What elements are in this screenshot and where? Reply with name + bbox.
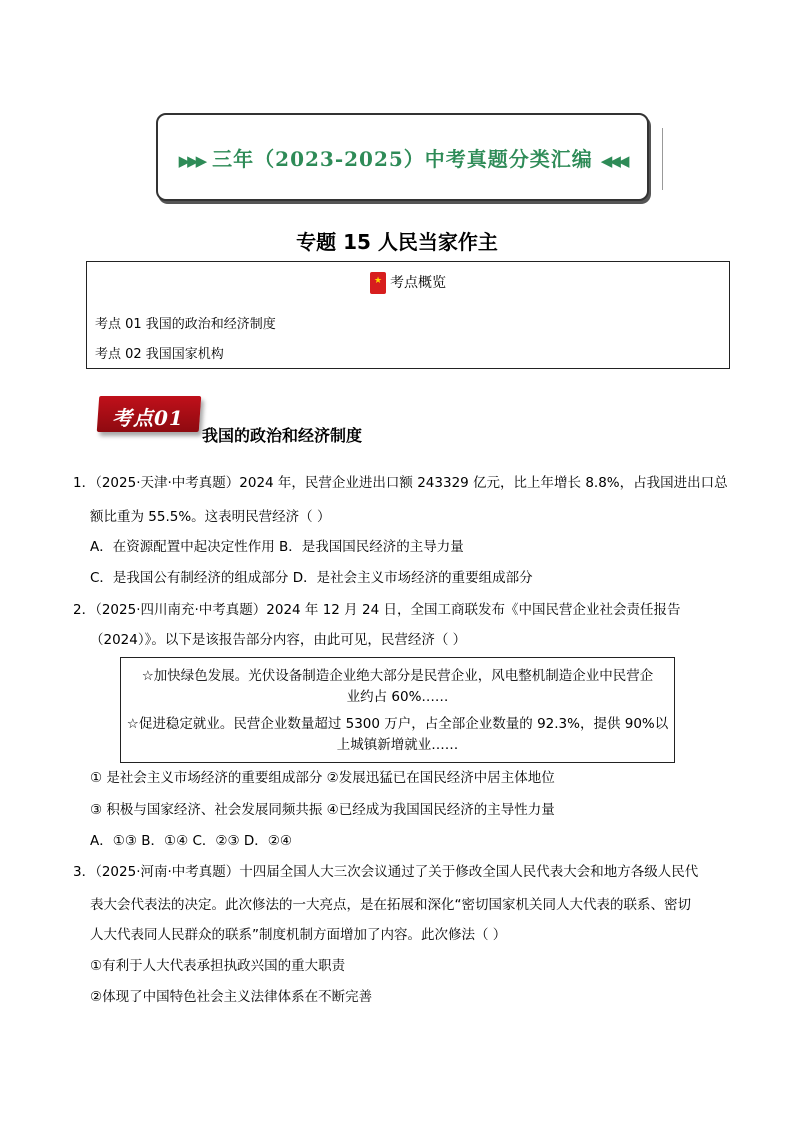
overview-heading-text: 考点概览 <box>390 275 446 291</box>
q3-statement-2: ②体现了中国特色社会主义法律体系在不断完善 <box>90 989 373 1005</box>
q3-line-2: 表大会代表法的决定。此次修法的一大亮点，是在拓展和深化“密切国家机关同人大代表的联系、密切 <box>90 897 691 913</box>
q1-options-cd: C．是我国公有制经济的组成部分 D．是社会主义市场经济的重要组成部分 <box>90 570 533 586</box>
report-excerpt-box <box>120 657 675 763</box>
section-title: 我国的政治和经济制度 <box>202 426 363 445</box>
overview-item-1: 考点 01 我国的政治和经济制度 <box>95 317 276 332</box>
q2-line-1: 2．（2025·四川南充·中考真题）2024 年 12 月 24 日，全国工商联发布《中国民营企业社会责任报告 <box>73 602 681 618</box>
excerpt-2b: 上城镇新增就业…… <box>336 737 459 753</box>
overview-heading <box>87 272 729 294</box>
q2-statements-34: ③ 积极与国家经济、社会发展同频共振 ④已经成为我国国民经济的主导性力量 <box>90 802 555 818</box>
title-banner <box>156 113 649 201</box>
excerpt-1a: ☆加快绿色发展。光伏设备制造企业绝大部分是民营企业，风电整机制造企业中民营企 <box>141 668 654 684</box>
page-title: 专题 15 人民当家作主 <box>296 230 498 254</box>
q3-line-3: 人大代表同人民群众的联系”制度机制方面增加了内容。此次修法（ ） <box>90 927 507 943</box>
excerpt-1b: 业约占 60%…… <box>346 689 449 705</box>
section-badge-text: 考点01 <box>112 406 184 430</box>
left-arrows-icon: ◀◀◀ <box>600 152 627 170</box>
q3-statement-1: ①有利于人大代表承担执政兴国的重大职责 <box>90 958 346 974</box>
flag-book-icon <box>370 272 386 294</box>
excerpt-2a: ☆促进稳定就业。民营企业数量超过 5300 万户，占全部企业数量的 92.3%，提供 90%以 <box>126 716 669 732</box>
q1-line-2: 额比重为 55.5%。这表明民营经济（ ） <box>90 509 331 525</box>
q1-options-ab: A．在资源配置中起决定性作用 B．是我国国民经济的主导力量 <box>90 539 464 555</box>
overview-box <box>86 261 730 369</box>
q3-line-1: 3．（2025·河南·中考真题）十四届全国人大三次会议通过了关于修改全国人民代表大会和地方各级人民代 <box>73 864 699 880</box>
q1-line-1: 1．（2025·天津·中考真题）2024 年，民营企业进出口额 243329 亿元，比上年增长 8.8%，占我国进出口总 <box>73 475 728 491</box>
banner-divider <box>662 128 663 190</box>
banner-text <box>158 143 647 172</box>
banner-title: 三年（2023-2025）中考真题分类汇编 <box>212 147 593 171</box>
q2-statements-12: ① 是社会主义市场经济的重要组成部分 ②发展迅猛已在国民经济中居主体地位 <box>90 770 555 786</box>
q2-line-2: （2024）》。以下是该报告部分内容，由此可见，民营经济（ ） <box>90 632 467 648</box>
overview-item-2: 考点 02 我国国家机构 <box>95 347 224 362</box>
q2-answers: A．①③ B．①④ C．②③ D．②④ <box>90 833 293 849</box>
right-arrows-icon: ▶▶▶ <box>178 152 205 170</box>
